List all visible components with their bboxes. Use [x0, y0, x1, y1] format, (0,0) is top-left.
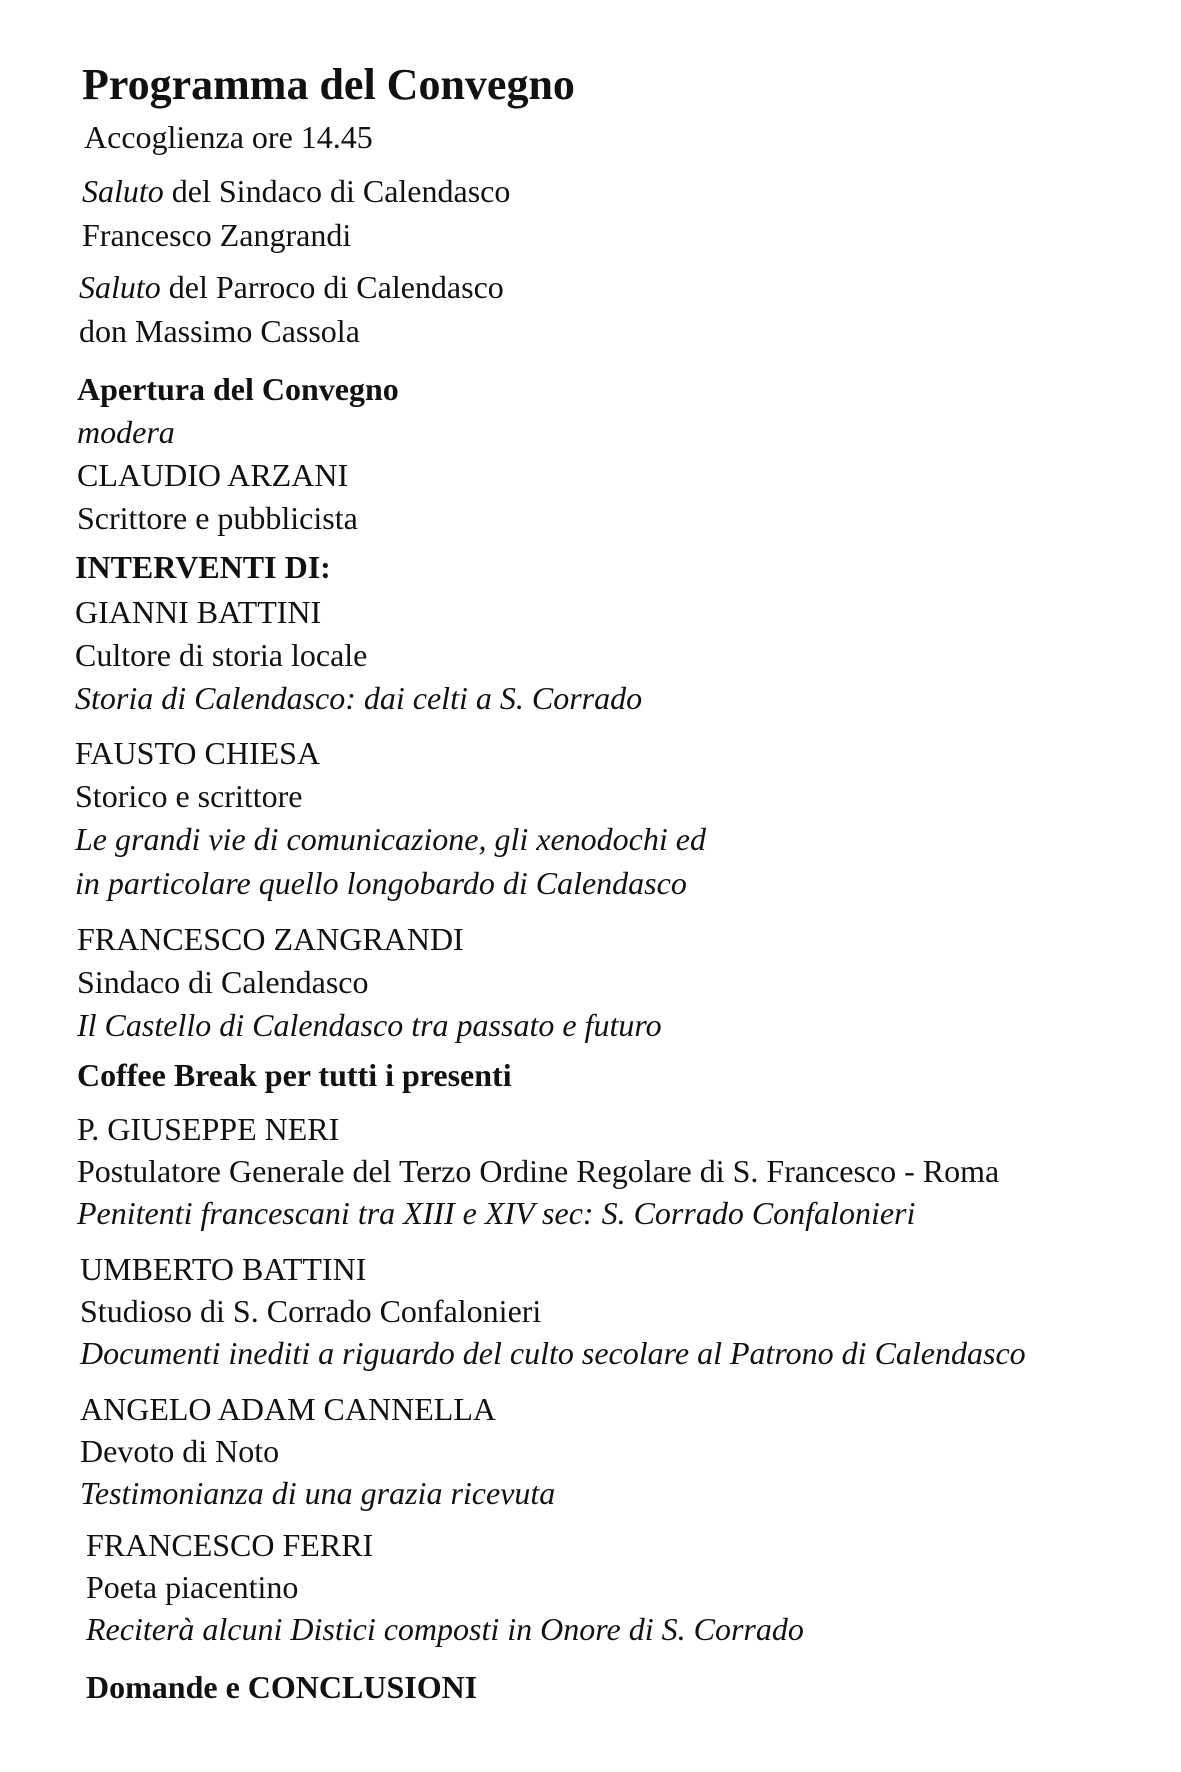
speaker-topic: Documenti inediti a riguardo del culto secolare al Patrono di Calendasco — [80, 1335, 1026, 1371]
welcome-time: Accoglienza ore 14.45 — [84, 119, 373, 155]
interventions-heading: INTERVENTI DI: — [75, 549, 331, 585]
page-title: Programma del Convegno — [82, 60, 575, 109]
greeting-mayor — [82, 172, 510, 210]
greeting-text: del Sindaco di Calendasco — [163, 173, 511, 209]
closing: Domande e CONCLUSIONI — [86, 1669, 478, 1705]
speaker-role: Studioso di S. Corrado Confalonieri — [80, 1293, 542, 1329]
speaker-name: ANGELO ADAM CANNELLA — [80, 1391, 496, 1427]
speaker-topic: Storia di Calendasco: dai celti a S. Corrado — [75, 680, 643, 716]
speaker-role: Poeta piacentino — [86, 1569, 299, 1605]
greeting-label: Saluto — [79, 269, 161, 305]
moderator-label: modera — [77, 414, 175, 450]
greeting-priest — [79, 268, 504, 306]
speaker-name: GIANNI BATTINI — [75, 594, 322, 630]
speaker-name: P. GIUSEPPE NERI — [77, 1111, 340, 1147]
greeting-priest-name: don Massimo Cassola — [79, 313, 360, 349]
greeting-label: Saluto — [82, 173, 164, 209]
speaker-topic: in particolare quello longobardo di Calendasco — [75, 865, 687, 901]
opening-heading: Apertura del Convegno — [77, 371, 399, 407]
speaker-topic: Le grandi vie di comunicazione, gli xenodochi ed — [75, 821, 706, 857]
moderator-name: CLAUDIO ARZANI — [77, 457, 349, 493]
speaker-name: UMBERTO BATTINI — [80, 1251, 367, 1287]
coffee-break: Coffee Break per tutti i presenti — [77, 1057, 512, 1093]
speaker-name: FRANCESCO ZANGRANDI — [77, 921, 464, 957]
speaker-role: Devoto di Noto — [80, 1433, 280, 1469]
speaker-topic: Il Castello di Calendasco tra passato e futuro — [77, 1007, 662, 1043]
speaker-name: FAUSTO CHIESA — [75, 735, 321, 771]
moderator-role: Scrittore e pubblicista — [77, 500, 358, 536]
greeting-text: del Parroco di Calendasco — [160, 269, 504, 305]
greeting-mayor-name: Francesco Zangrandi — [82, 217, 352, 253]
speaker-role: Storico e scrittore — [75, 778, 303, 814]
speaker-topic: Testimonianza di una grazia ricevuta — [80, 1475, 556, 1511]
speaker-topic: Reciterà alcuni Distici composti in Onore di S. Corrado — [86, 1611, 804, 1647]
speaker-role: Cultore di storia locale — [75, 637, 368, 673]
speaker-role: Sindaco di Calendasco — [77, 964, 369, 1000]
speaker-name: FRANCESCO FERRI — [86, 1527, 374, 1563]
speaker-role: Postulatore Generale del Terzo Ordine Regolare di S. Francesco - Roma — [77, 1153, 1000, 1189]
speaker-topic: Penitenti francescani tra XIII e XIV sec: S. Corrado Confalonieri — [77, 1195, 916, 1231]
